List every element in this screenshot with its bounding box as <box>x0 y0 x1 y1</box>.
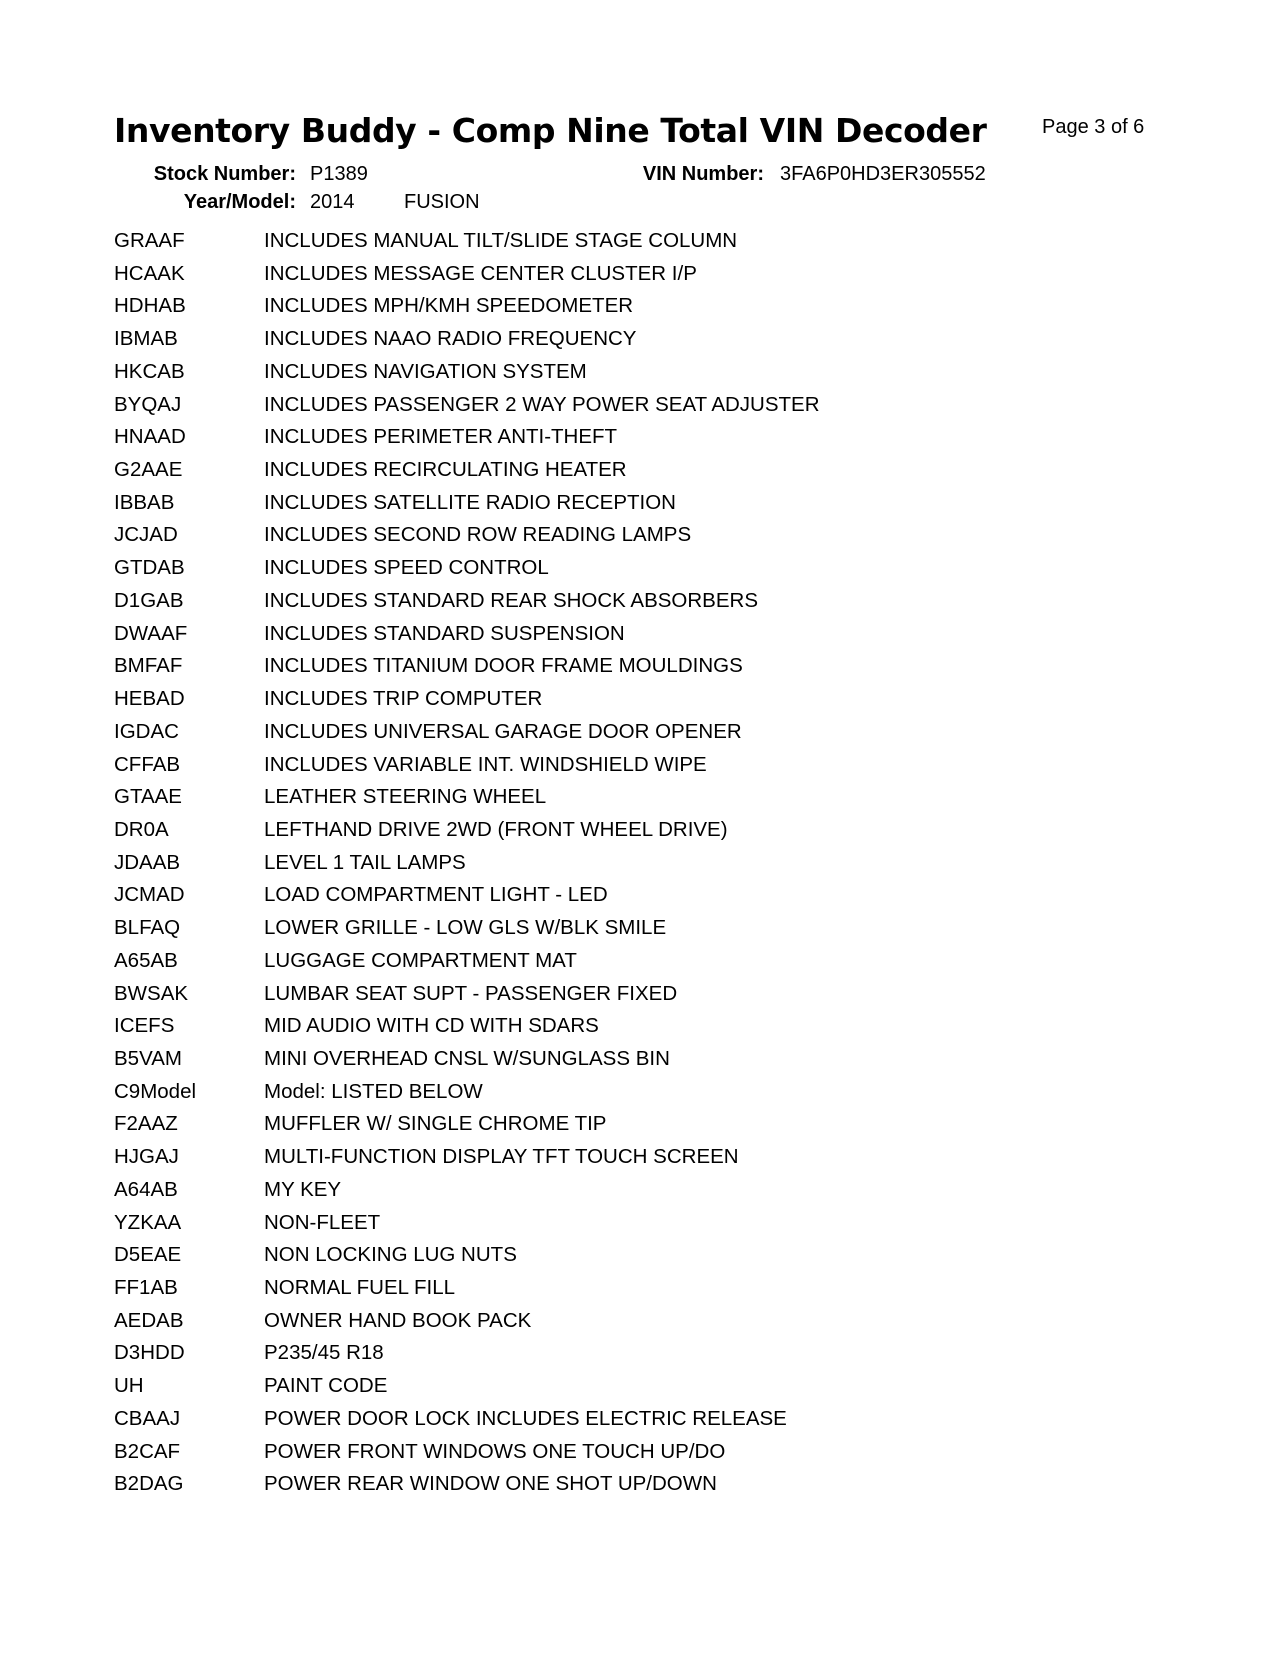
option-row <box>114 1210 820 1243</box>
option-description: MUFFLER W/ SINGLE CHROME TIP <box>264 1112 607 1136</box>
option-code: IBMAB <box>114 327 178 351</box>
option-code: BYQAJ <box>114 392 182 416</box>
option-description: INCLUDES SPEED CONTROL <box>264 556 549 580</box>
option-code: C9Model <box>114 1079 197 1103</box>
option-code: UH <box>114 1374 144 1398</box>
option-code: BMFAF <box>114 654 183 678</box>
option-row <box>114 915 820 948</box>
option-code: CFFAB <box>114 752 181 776</box>
option-row <box>114 522 820 555</box>
option-row <box>114 588 820 621</box>
stock-number-value: P1389 <box>310 163 368 185</box>
option-code: GTDAB <box>114 556 185 580</box>
option-description: OWNER HAND BOOK PACK <box>264 1308 532 1332</box>
option-code: D5EAE <box>114 1243 182 1267</box>
option-row <box>114 1242 820 1275</box>
option-code: ICEFS <box>114 1014 175 1038</box>
option-description: MY KEY <box>264 1177 342 1201</box>
option-row <box>114 948 820 981</box>
option-row <box>114 1144 820 1177</box>
option-code: JCMAD <box>114 883 185 907</box>
option-description: LUMBAR SEAT SUPT - PASSENGER FIXED <box>264 981 678 1005</box>
stock-number-label: Stock Number: <box>153 163 296 185</box>
option-row <box>114 326 820 359</box>
option-row <box>114 882 820 915</box>
option-description: INCLUDES STANDARD REAR SHOCK ABSORBERS <box>264 588 759 612</box>
option-code: B2DAG <box>114 1472 184 1496</box>
option-description: LEATHER STEERING WHEEL <box>264 785 547 809</box>
option-code: HKCAB <box>114 359 185 383</box>
vin-number-value: 3FA6P0HD3ER305552 <box>780 163 986 185</box>
option-description: LOAD COMPARTMENT LIGHT - LED <box>264 883 608 907</box>
option-code: HDHAB <box>114 294 186 318</box>
option-row <box>114 850 820 883</box>
option-description: INCLUDES PASSENGER 2 WAY POWER SEAT ADJUSTER <box>264 392 820 416</box>
option-code: FF1AB <box>114 1276 178 1299</box>
option-row <box>114 981 820 1014</box>
option-code: D1GAB <box>114 588 184 612</box>
option-row <box>114 1406 820 1439</box>
option-row <box>114 1013 820 1046</box>
option-code: B5VAM <box>114 1046 182 1070</box>
option-code: AEDAB <box>114 1308 184 1332</box>
option-description: INCLUDES TRIP COMPUTER <box>264 687 543 711</box>
option-row <box>114 457 820 490</box>
option-description: INCLUDES MESSAGE CENTER CLUSTER I/P <box>264 261 697 285</box>
option-description: LOWER GRILLE - LOW GLS W/BLK SMILE <box>264 916 667 940</box>
option-description: POWER DOOR LOCK INCLUDES ELECTRIC RELEASE <box>264 1406 787 1430</box>
option-row <box>114 1340 820 1373</box>
option-description: NORMAL FUEL FILL <box>264 1276 455 1299</box>
option-code: IBBAB <box>114 490 175 514</box>
option-code: D3HDD <box>114 1341 185 1365</box>
option-code: HCAAK <box>114 261 185 285</box>
option-description: MULTI-FUNCTION DISPLAY TFT TOUCH SCREEN <box>264 1145 739 1169</box>
option-description: INCLUDES NAAO RADIO FREQUENCY <box>264 327 637 351</box>
option-row <box>114 293 820 326</box>
option-row <box>114 621 820 654</box>
option-code: HNAAD <box>114 425 186 449</box>
option-description: P235/45 R18 <box>264 1341 384 1365</box>
option-code: JDAAB <box>114 850 181 874</box>
option-row <box>114 1046 820 1079</box>
option-description: INCLUDES MPH/KMH SPEEDOMETER <box>264 294 634 318</box>
option-row <box>114 1373 820 1406</box>
option-code: CBAAJ <box>114 1406 181 1430</box>
option-description: MINI OVERHEAD CNSL W/SUNGLASS BIN <box>264 1046 670 1070</box>
page-indicator: Page 3 of 6 <box>1042 116 1145 138</box>
option-code: BWSAK <box>114 981 189 1005</box>
option-code: YZKAA <box>114 1210 182 1234</box>
option-description: POWER FRONT WINDOWS ONE TOUCH UP/DO <box>264 1439 726 1463</box>
model-value: FUSION <box>404 191 480 213</box>
option-row <box>114 490 820 523</box>
option-description: INCLUDES SECOND ROW READING LAMPS <box>264 523 692 547</box>
vin-number-label: VIN Number: <box>642 163 764 185</box>
option-description: INCLUDES RECIRCULATING HEATER <box>264 458 627 482</box>
option-code: G2AAE <box>114 458 183 482</box>
option-row <box>114 1471 820 1504</box>
option-description: INCLUDES MANUAL TILT/SLIDE STAGE COLUMN <box>264 229 738 252</box>
option-row <box>114 1439 820 1472</box>
option-code: JCJAD <box>114 523 178 547</box>
option-row <box>114 752 820 785</box>
option-description: INCLUDES NAVIGATION SYSTEM <box>264 359 587 383</box>
option-description: Model: LISTED BELOW <box>264 1079 483 1103</box>
option-code: IGDAC <box>114 719 179 743</box>
option-code: HEBAD <box>114 687 185 711</box>
option-description: INCLUDES UNIVERSAL GARAGE DOOR OPENER <box>264 719 742 743</box>
option-code: A65AB <box>114 948 178 972</box>
option-row <box>114 1275 820 1308</box>
option-code: DWAAF <box>114 621 188 645</box>
year-model-label: Year/Model: <box>183 191 296 213</box>
option-row <box>114 424 820 457</box>
option-description: PAINT CODE <box>264 1374 388 1398</box>
option-description: POWER REAR WINDOW ONE SHOT UP/DOWN <box>264 1472 717 1496</box>
option-description: INCLUDES SATELLITE RADIO RECEPTION <box>264 490 676 514</box>
option-row <box>114 653 820 686</box>
option-code: F2AAZ <box>114 1112 178 1136</box>
option-code: B2CAF <box>114 1439 181 1463</box>
option-row <box>114 1111 820 1144</box>
option-row <box>114 719 820 752</box>
option-description: LEFTHAND DRIVE 2WD (FRONT WHEEL DRIVE) <box>264 817 728 841</box>
option-code: GRAAF <box>114 229 185 252</box>
option-code: A64AB <box>114 1177 178 1201</box>
option-description: INCLUDES TITANIUM DOOR FRAME MOULDINGS <box>264 654 743 678</box>
option-row <box>114 359 820 392</box>
option-description: NON-FLEET <box>264 1210 381 1234</box>
option-row <box>114 1177 820 1210</box>
option-code: HJGAJ <box>114 1145 179 1169</box>
option-description: NON LOCKING LUG NUTS <box>264 1243 517 1267</box>
option-row <box>114 261 820 294</box>
option-code-list <box>114 228 820 1504</box>
option-row <box>114 686 820 719</box>
option-description: LEVEL 1 TAIL LAMPS <box>264 850 466 874</box>
year-value: 2014 <box>310 191 355 213</box>
option-description: INCLUDES STANDARD SUSPENSION <box>264 621 625 645</box>
option-row <box>114 228 820 261</box>
option-code: BLFAQ <box>114 916 181 940</box>
option-description: INCLUDES VARIABLE INT. WINDSHIELD WIPE <box>264 752 707 776</box>
option-description: MID AUDIO WITH CD WITH SDARS <box>264 1014 599 1038</box>
option-row <box>114 1308 820 1341</box>
document-title: Inventory Buddy - Comp Nine Total VIN Decoder <box>114 111 987 150</box>
option-description: INCLUDES PERIMETER ANTI-THEFT <box>264 425 618 449</box>
option-row <box>114 555 820 588</box>
option-row <box>114 1079 820 1112</box>
option-code: DR0A <box>114 817 169 841</box>
option-code: GTAAE <box>114 785 182 809</box>
option-row <box>114 392 820 425</box>
option-description: LUGGAGE COMPARTMENT MAT <box>264 948 577 972</box>
option-row <box>114 784 820 817</box>
option-row <box>114 817 820 850</box>
